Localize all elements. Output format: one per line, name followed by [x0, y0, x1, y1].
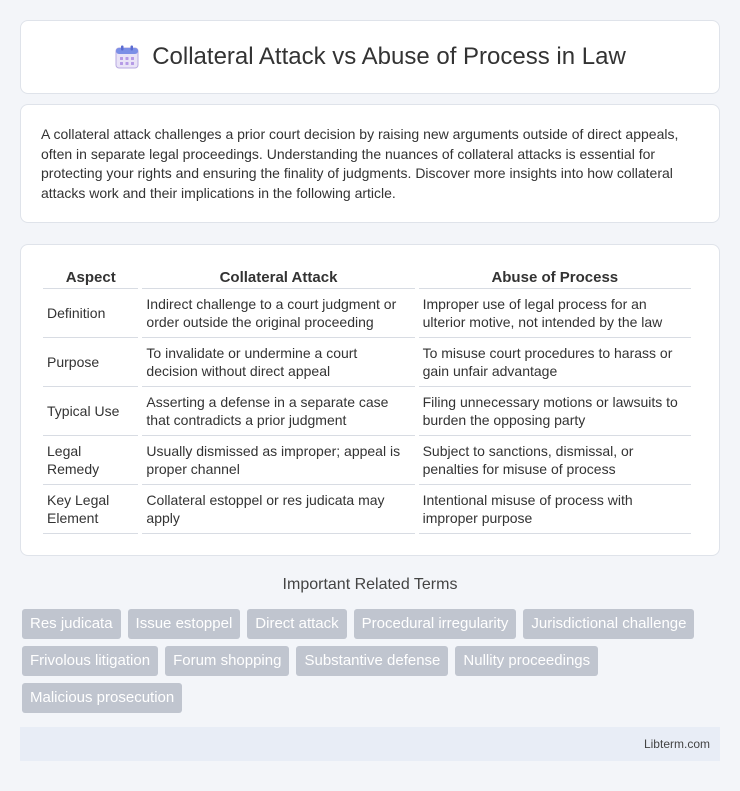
row-aspect: Definition — [43, 289, 138, 338]
related-terms-list — [22, 609, 722, 720]
row-abuse: To misuse court procedures to harass or gain unfair advantage — [419, 338, 691, 387]
related-terms-heading: Important Related Terms — [282, 576, 458, 593]
intro-card — [20, 104, 720, 223]
row-collateral: Collateral estoppel or res judicata may apply — [142, 485, 414, 534]
tag-procedural-irregularity[interactable]: Procedural irregularity — [354, 609, 517, 639]
tag-jurisdictional-challenge[interactable]: Jurisdictional challenge — [523, 609, 694, 639]
row-collateral: Indirect challenge to a court judgment or order outside the original proceeding — [142, 289, 414, 338]
tag-direct-attack[interactable]: Direct attack — [247, 609, 346, 639]
header-aspect: Aspect — [43, 265, 138, 289]
tag-forum-shopping[interactable]: Forum shopping — [165, 646, 289, 676]
title-card — [20, 20, 720, 94]
tag-malicious-prosecution[interactable]: Malicious prosecution — [22, 683, 182, 713]
tag-issue-estoppel[interactable]: Issue estoppel — [128, 609, 241, 639]
row-abuse: Subject to sanctions, dismissal, or penalties for misuse of process — [419, 436, 691, 485]
row-abuse: Filing unnecessary motions or lawsuits to burden the opposing party — [419, 387, 691, 436]
table-row — [43, 289, 691, 338]
header-abuse-of-process: Abuse of Process — [419, 265, 691, 289]
intro-text: A collateral attack challenges a prior court decision by raising new arguments outside of direct appeals, often in separate legal proceedings. Understanding the nuances of collateral attacks is essential for protecting your rights and ensuring the finality of judgments. Discover more insights into how collateral attacks work and their implications in the following article. — [41, 126, 679, 201]
tag-nullity-proceedings[interactable]: Nullity proceedings — [455, 646, 598, 676]
table-row — [43, 387, 691, 436]
row-abuse: Improper use of legal process for an ulterior motive, not intended by the law — [419, 289, 691, 338]
row-aspect: Purpose — [43, 338, 138, 387]
row-aspect: Legal Remedy — [43, 436, 138, 485]
footer-site-link[interactable]: Libterm.com — [643, 737, 710, 751]
table-row — [43, 436, 691, 485]
row-abuse: Intentional misuse of process with improper purpose — [419, 485, 691, 534]
row-aspect: Typical Use — [43, 387, 138, 436]
row-collateral: Asserting a defense in a separate case that contradicts a prior judgment — [142, 387, 414, 436]
page-title: Collateral Attack vs Abuse of Process in Law — [152, 43, 626, 70]
table-row — [43, 338, 691, 387]
tag-substantive-defense[interactable]: Substantive defense — [296, 646, 448, 676]
calendar-icon — [114, 44, 140, 70]
comparison-card — [20, 244, 720, 556]
table-row — [43, 485, 691, 534]
row-collateral: Usually dismissed as improper; appeal is proper channel — [142, 436, 414, 485]
header-collateral-attack: Collateral Attack — [142, 265, 414, 289]
comparison-table — [39, 265, 695, 534]
row-collateral: To invalidate or undermine a court decision without direct appeal — [142, 338, 414, 387]
tag-frivolous-litigation[interactable]: Frivolous litigation — [22, 646, 158, 676]
table-header-row — [43, 265, 691, 289]
footer — [20, 727, 720, 761]
row-aspect: Key Legal Element — [43, 485, 138, 534]
tag-res-judicata[interactable]: Res judicata — [22, 609, 121, 639]
